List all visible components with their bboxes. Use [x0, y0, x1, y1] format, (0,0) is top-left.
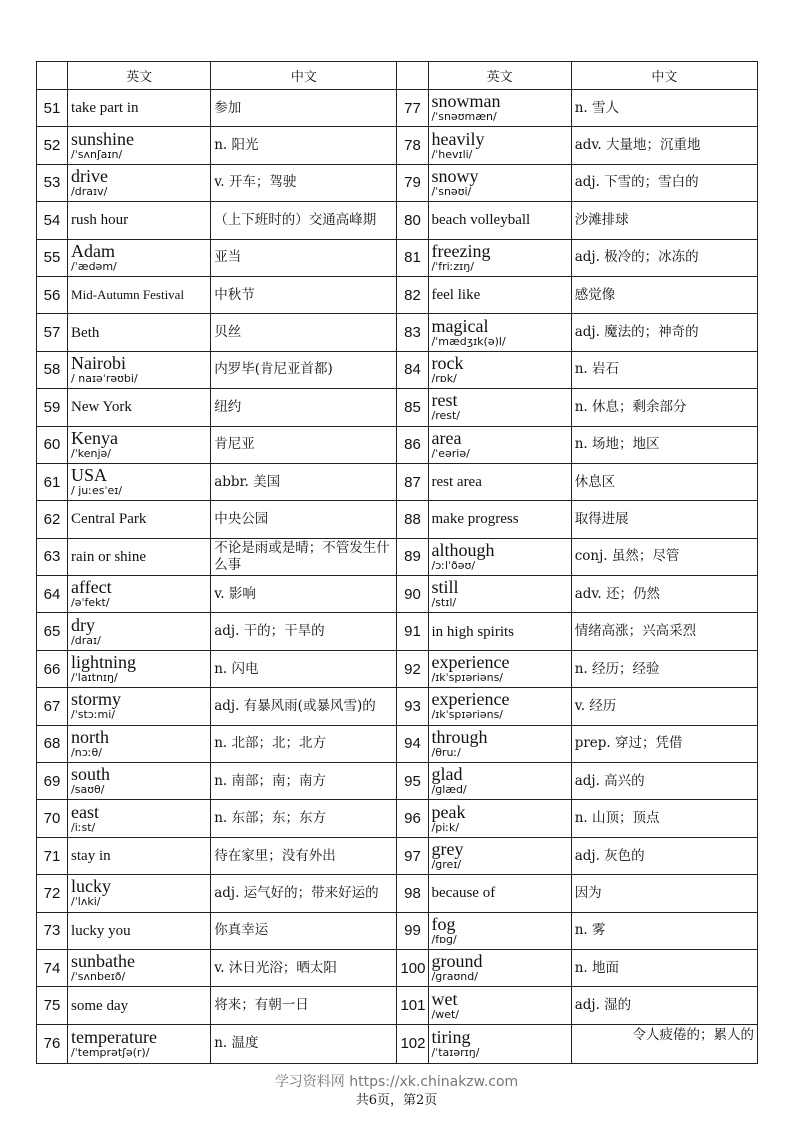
entry-number: 95 [397, 763, 428, 800]
entry-english [428, 688, 571, 725]
entry-english [428, 650, 571, 687]
entry-number: 64 [37, 576, 68, 613]
entry-chinese: adv. 还；仍然 [571, 576, 757, 613]
header-english-left: 英文 [68, 62, 211, 90]
entry-word: glad [431, 764, 463, 785]
entry-chinese: 不论是雨或是晴；不管发生什么事 [211, 538, 397, 575]
table-row [37, 202, 758, 239]
entry-word: take part in [71, 100, 139, 117]
entry-english [68, 314, 211, 351]
entry-number: 81 [397, 239, 428, 276]
table-body [37, 90, 758, 1064]
entry-chinese: 因为 [571, 875, 757, 912]
entry-chinese: 感觉像 [571, 276, 757, 313]
entry-phonetic: /nɔːθ/ [71, 745, 102, 759]
entry-chinese: 将来；有朝一日 [211, 987, 397, 1024]
entry-word: temperature [71, 1026, 157, 1047]
entry-word: sunbathe [71, 951, 136, 972]
entry-english [428, 463, 571, 500]
entry-chinese: n. 经历；经验 [571, 650, 757, 687]
table-row [37, 725, 758, 762]
entry-phonetic: / juːesˈeɪ/ [71, 484, 123, 498]
entry-chinese: 中央公园 [211, 501, 397, 538]
entry-chinese: v. 开车；驾驶 [211, 164, 397, 201]
entry-number: 101 [397, 987, 428, 1024]
table-row [37, 912, 758, 949]
entry-phonetic: /ˈhevɪli/ [431, 147, 473, 161]
entry-english [68, 164, 211, 201]
entry-chinese: v. 沐日光浴；晒太阳 [211, 949, 397, 986]
table-row [37, 987, 758, 1024]
entry-english [428, 800, 571, 837]
entry-chinese: 情绪高涨；兴高采烈 [571, 613, 757, 650]
table-row [37, 650, 758, 687]
entry-phonetic: /draɪ/ [71, 633, 101, 647]
entry-number: 63 [37, 538, 68, 575]
entry-word: south [71, 764, 111, 785]
entry-chinese: adj. 有暴风雨(或暴风雪)的 [211, 688, 397, 725]
table-row [37, 276, 758, 313]
entry-phonetic: /ɪkˈspɪəriəns/ [431, 708, 504, 722]
entry-english [68, 202, 211, 239]
entry-number: 60 [37, 426, 68, 463]
entry-word: snowman [431, 91, 501, 112]
entry-number: 71 [37, 837, 68, 874]
entry-phonetic: /ˈsnəʊi/ [431, 184, 472, 198]
entry-word: freezing [431, 240, 491, 261]
entry-english [68, 763, 211, 800]
entry-word: north [71, 726, 110, 747]
entry-word: in high spirits [431, 623, 515, 640]
entry-number: 85 [397, 389, 428, 426]
entry-number: 79 [397, 164, 428, 201]
entry-word: drive [71, 165, 109, 186]
entry-word: stormy [71, 689, 122, 710]
header-chinese-right: 中文 [571, 62, 757, 90]
entry-english [68, 351, 211, 388]
table-row [37, 800, 758, 837]
entry-chinese: v. 经历 [571, 688, 757, 725]
entry-chinese: n. 闪电 [211, 650, 397, 687]
entry-word: still [431, 577, 459, 598]
table-row [37, 239, 758, 276]
entry-phonetic: /ˈkenjə/ [71, 446, 112, 460]
entry-number: 74 [37, 949, 68, 986]
entry-number: 54 [37, 202, 68, 239]
entry-number: 66 [37, 650, 68, 687]
entry-phonetic: /ˈeəriə/ [431, 446, 470, 460]
table-row [37, 538, 758, 575]
entry-english [428, 314, 571, 351]
entry-number: 82 [397, 276, 428, 313]
entry-english [68, 389, 211, 426]
entry-english [68, 239, 211, 276]
entry-english [428, 875, 571, 912]
entry-chinese: prep. 穿过；凭借 [571, 725, 757, 762]
entry-phonetic: /ˈtemprətʃə(r)/ [71, 1045, 150, 1059]
header-chinese-left: 中文 [211, 62, 397, 90]
entry-number: 57 [37, 314, 68, 351]
entry-chinese: 内罗毕(肯尼亚首都) [211, 351, 397, 388]
entry-word: USA [71, 465, 108, 486]
entry-chinese: abbr. 美国 [211, 463, 397, 500]
entry-phonetic: /ˈfriːzɪŋ/ [431, 259, 474, 273]
entry-word: lucky [71, 876, 112, 897]
entry-english [428, 202, 571, 239]
entry-word: Nairobi [71, 352, 127, 373]
entry-chinese: 待在家里；没有外出 [211, 837, 397, 874]
entry-english [428, 576, 571, 613]
entry-chinese: n. 南部；南；南方 [211, 763, 397, 800]
entry-phonetic: /θruː/ [431, 745, 461, 759]
entry-number: 76 [37, 1024, 68, 1063]
entry-word: Adam [71, 240, 116, 261]
entry-chinese: adj. 干的；干旱的 [211, 613, 397, 650]
entry-phonetic: /rest/ [431, 409, 461, 423]
entry-chinese: 参加 [211, 90, 397, 127]
entry-english [68, 800, 211, 837]
entry-chinese: adj. 魔法的；神奇的 [571, 314, 757, 351]
entry-chinese: n. 北部；北；北方 [211, 725, 397, 762]
entry-english [68, 576, 211, 613]
entry-word: rest [431, 390, 458, 411]
entry-phonetic: /ˈtaɪərɪŋ/ [431, 1045, 480, 1059]
entry-chinese: 沙滩排球 [571, 202, 757, 239]
entry-word: heavily [431, 128, 485, 149]
entry-word: make progress [431, 511, 519, 528]
entry-number: 87 [397, 463, 428, 500]
entry-chinese: 取得进展 [571, 501, 757, 538]
entry-number: 58 [37, 351, 68, 388]
entry-word: wet [431, 988, 458, 1009]
entry-number: 97 [397, 837, 428, 874]
entry-word: feel like [431, 287, 481, 304]
entry-english [68, 426, 211, 463]
entry-word: rock [431, 352, 464, 373]
entry-word: ground [431, 951, 483, 972]
entry-number: 65 [37, 613, 68, 650]
table-row [37, 1024, 758, 1063]
entry-number: 96 [397, 800, 428, 837]
entry-english [428, 837, 571, 874]
entry-phonetic: /ˈædəm/ [71, 259, 117, 273]
header-number-left [37, 62, 68, 90]
entry-chinese: adj. 湿的 [571, 987, 757, 1024]
table-header [37, 62, 758, 90]
entry-word: peak [431, 801, 466, 822]
entry-number: 52 [37, 127, 68, 164]
entry-english [68, 725, 211, 762]
entry-phonetic: /fɒɡ/ [431, 932, 457, 946]
table-row [37, 763, 758, 800]
entry-number: 67 [37, 688, 68, 725]
entry-word: experience [431, 689, 510, 710]
entry-english [68, 912, 211, 949]
entry-chinese: n. 地面 [571, 949, 757, 986]
entry-number: 80 [397, 202, 428, 239]
entry-chinese: conj. 虽然；尽管 [571, 538, 757, 575]
entry-word: lightning [71, 652, 137, 673]
entry-number: 84 [397, 351, 428, 388]
entry-phonetic: /ɡraʊnd/ [431, 970, 478, 984]
entry-number: 93 [397, 688, 428, 725]
entry-chinese: n. 雾 [571, 912, 757, 949]
entry-chinese: （上下班时的）交通高峰期 [211, 202, 397, 239]
entry-word: Mid-Autumn Festival [71, 287, 185, 303]
entry-english [428, 949, 571, 986]
entry-word: Central Park [71, 511, 147, 528]
entry-english [428, 389, 571, 426]
entry-chinese: 纽约 [211, 389, 397, 426]
entry-english [68, 538, 211, 575]
entry-word: stay in [71, 848, 111, 864]
entry-number: 62 [37, 501, 68, 538]
entry-phonetic: / naɪəˈrəʊbi/ [71, 371, 138, 385]
entry-number: 91 [397, 613, 428, 650]
entry-phonetic: /ˈstɔːmi/ [71, 708, 116, 722]
entry-number: 78 [397, 127, 428, 164]
entry-chinese: adj. 灰色的 [571, 837, 757, 874]
entry-word: area [431, 427, 462, 448]
header-number-right [397, 62, 428, 90]
entry-number: 88 [397, 501, 428, 538]
table-row [37, 875, 758, 912]
entry-phonetic: /ˈsʌnbeɪð/ [71, 970, 126, 984]
entry-phonetic: /rɒk/ [431, 371, 457, 385]
entry-chinese: n. 休息；剩余部分 [571, 389, 757, 426]
entry-phonetic: /ɔːlˈðəʊ/ [431, 558, 476, 572]
entry-phonetic: /ɡlæd/ [431, 783, 467, 797]
entry-word: snowy [431, 165, 479, 186]
entry-english [68, 90, 211, 127]
entry-number: 55 [37, 239, 68, 276]
entry-chinese: 休息区 [571, 463, 757, 500]
entry-english [428, 164, 571, 201]
entry-number: 94 [397, 725, 428, 762]
entry-english [68, 650, 211, 687]
entry-chinese: 中秋节 [211, 276, 397, 313]
entry-number: 102 [397, 1024, 428, 1063]
entry-english [428, 1024, 571, 1063]
table-row [37, 164, 758, 201]
entry-phonetic: /wet/ [431, 1007, 459, 1021]
entry-chinese: n. 山顶；顶点 [571, 800, 757, 837]
table-row [37, 389, 758, 426]
entry-english [68, 837, 211, 874]
table-row [37, 688, 758, 725]
entry-chinese: adj. 高兴的 [571, 763, 757, 800]
entry-number: 59 [37, 389, 68, 426]
entry-english [68, 1024, 211, 1063]
entry-chinese: 令人疲倦的；累人的 [571, 1024, 757, 1063]
table-row [37, 949, 758, 986]
table-row [37, 426, 758, 463]
entry-word: some day [71, 997, 129, 1014]
entry-word: rain or shine [71, 548, 147, 565]
entry-chinese: n. 雪人 [571, 90, 757, 127]
entry-chinese: 你真幸运 [211, 912, 397, 949]
entry-word: east [71, 801, 100, 822]
entry-word: affect [71, 577, 112, 598]
entry-number: 61 [37, 463, 68, 500]
footer-page-number: 共6页，第2页 [355, 1093, 438, 1108]
entry-english [68, 949, 211, 986]
entry-english [428, 538, 571, 575]
entry-english [428, 239, 571, 276]
entry-word: magical [431, 315, 489, 336]
entry-chinese: adj. 极冷的；冰冻的 [571, 239, 757, 276]
table-row [37, 463, 758, 500]
entry-chinese: adj. 运气好的；带来好运的 [211, 875, 397, 912]
header-english-right: 英文 [428, 62, 571, 90]
entry-english [428, 725, 571, 762]
entry-english [68, 688, 211, 725]
entry-chinese: 贝丝 [211, 314, 397, 351]
entry-chinese: 肯尼亚 [211, 426, 397, 463]
entry-number: 68 [37, 725, 68, 762]
table-row [37, 837, 758, 874]
entry-word: rush hour [71, 212, 129, 229]
entry-chinese: n. 东部；东；东方 [211, 800, 397, 837]
entry-english [68, 501, 211, 538]
entry-phonetic: /ˈsnəʊmæn/ [431, 110, 497, 124]
entry-number: 75 [37, 987, 68, 1024]
entry-number: 73 [37, 912, 68, 949]
entry-phonetic: /əˈfekt/ [71, 596, 110, 610]
entry-phonetic: /ˈsʌnʃaɪn/ [71, 147, 123, 161]
entry-word: grey [431, 839, 464, 859]
entry-english [428, 426, 571, 463]
table-row [37, 501, 758, 538]
table-row [37, 314, 758, 351]
footer-site: 学习资料网 https://xk.chinakzw.com [274, 1074, 519, 1090]
entry-english [428, 613, 571, 650]
entry-chinese: 亚当 [211, 239, 397, 276]
entry-english [68, 276, 211, 313]
entry-phonetic: /saʊθ/ [71, 783, 105, 797]
entry-english [428, 127, 571, 164]
entry-word: because of [431, 885, 496, 902]
entry-number: 86 [397, 426, 428, 463]
entry-word: rest area [431, 474, 482, 491]
entry-number: 92 [397, 650, 428, 687]
entry-number: 51 [37, 90, 68, 127]
entry-number: 70 [37, 800, 68, 837]
entry-number: 89 [397, 538, 428, 575]
entry-english [428, 351, 571, 388]
entry-english [68, 463, 211, 500]
entry-phonetic: /stɪl/ [431, 596, 457, 610]
entry-english [428, 501, 571, 538]
entry-chinese: adv. 大量地；沉重地 [571, 127, 757, 164]
table-row [37, 576, 758, 613]
entry-number: 83 [397, 314, 428, 351]
entry-number: 98 [397, 875, 428, 912]
entry-word: New York [71, 399, 132, 416]
entry-word: fog [431, 913, 456, 934]
entry-english [428, 763, 571, 800]
table-row [37, 351, 758, 388]
entry-number: 90 [397, 576, 428, 613]
entry-number: 69 [37, 763, 68, 800]
entry-word: Beth [71, 324, 100, 341]
entry-phonetic: /ɡreɪ/ [431, 858, 462, 871]
entry-english [68, 127, 211, 164]
entry-word: lucky you [71, 922, 131, 939]
entry-chinese: n. 岩石 [571, 351, 757, 388]
entry-word: tiring [431, 1026, 471, 1047]
entry-phonetic: /ˈlʌki/ [71, 895, 101, 909]
entry-chinese: adj. 下雪的；雪白的 [571, 164, 757, 201]
table-row [37, 90, 758, 127]
entry-word: beach volleyball [431, 212, 531, 229]
entry-number: 53 [37, 164, 68, 201]
table-row [37, 127, 758, 164]
entry-phonetic: /ɪkˈspɪəriəns/ [431, 671, 504, 685]
entry-chinese: n. 温度 [211, 1024, 397, 1063]
entry-english [68, 875, 211, 912]
entry-word: although [431, 539, 495, 560]
entry-number: 77 [397, 90, 428, 127]
entry-word: experience [431, 652, 510, 673]
entry-phonetic: /ˈlaɪtnɪŋ/ [71, 671, 118, 685]
entry-number: 100 [397, 949, 428, 986]
entry-english [428, 90, 571, 127]
entry-english [68, 987, 211, 1024]
entry-number: 99 [397, 912, 428, 949]
entry-english [428, 276, 571, 313]
entry-chinese: v. 影响 [211, 576, 397, 613]
entry-chinese: n. 场地；地区 [571, 426, 757, 463]
entry-phonetic: /ˈmædʒɪk(ə)l/ [431, 334, 506, 348]
entry-number: 56 [37, 276, 68, 313]
entry-word: sunshine [71, 128, 135, 149]
entry-phonetic: /iːst/ [71, 820, 96, 834]
entry-chinese: n. 阳光 [211, 127, 397, 164]
entry-english [68, 613, 211, 650]
table-row [37, 613, 758, 650]
entry-word: Kenya [71, 427, 119, 448]
entry-phonetic: /draɪv/ [71, 184, 108, 198]
entry-word: dry [71, 614, 96, 635]
entry-number: 72 [37, 875, 68, 912]
entry-english [428, 912, 571, 949]
entry-word: through [431, 726, 488, 747]
vocabulary-table [36, 61, 758, 1064]
entry-phonetic: /piːk/ [431, 820, 460, 834]
entry-english [428, 987, 571, 1024]
